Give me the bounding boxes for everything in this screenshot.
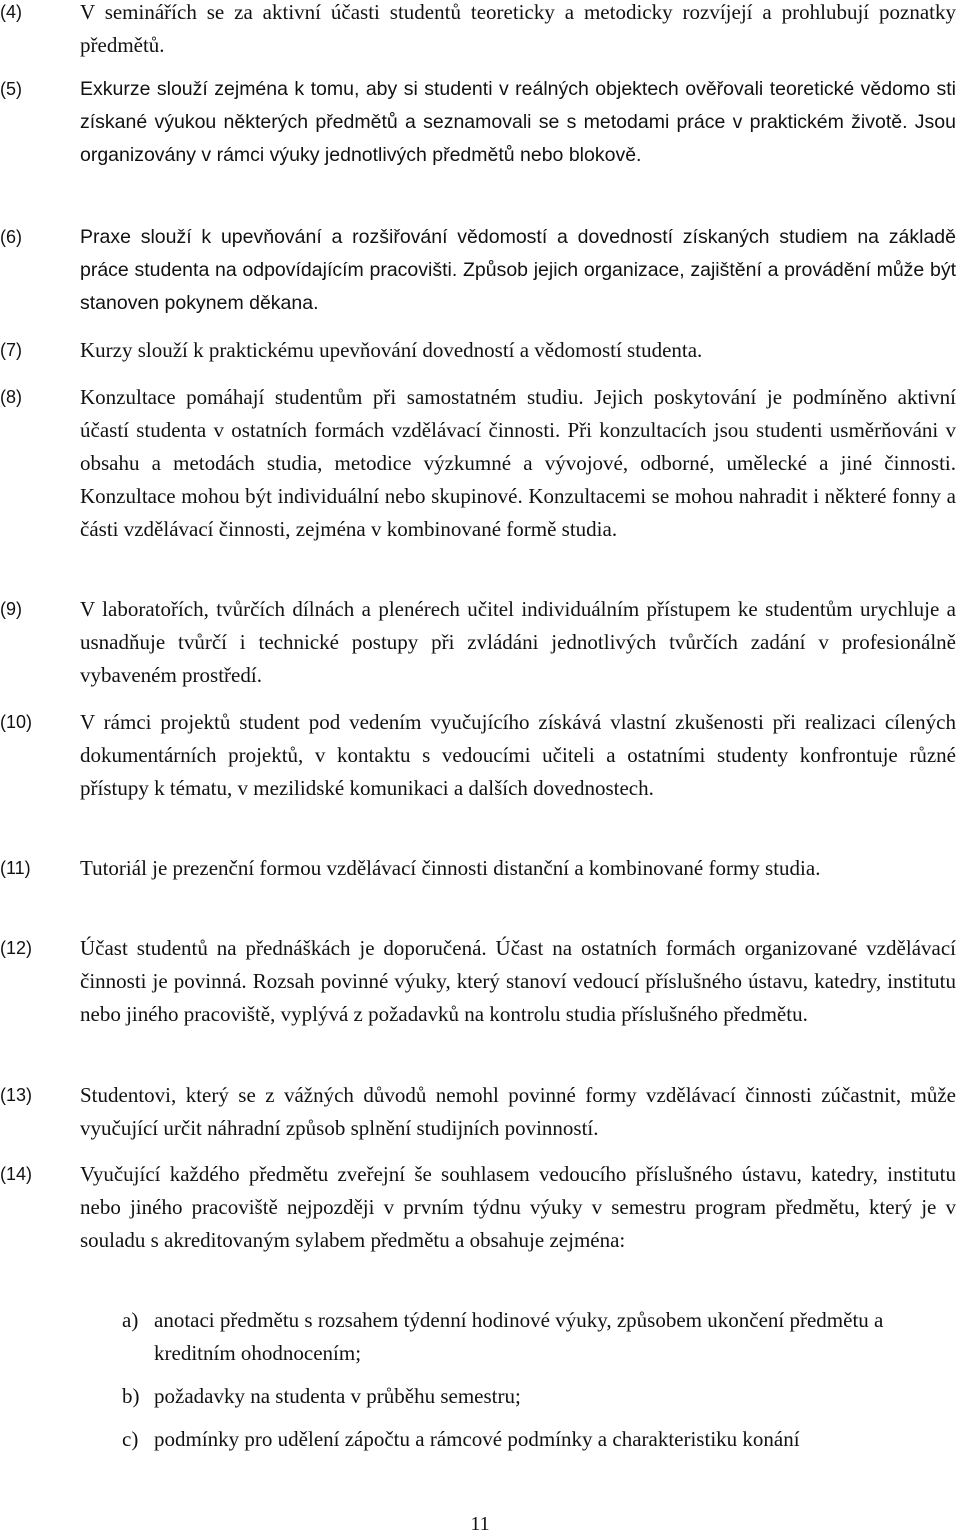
paragraph-text: Praxe slouží k upevňování a rozšiřování vědomostí a dovedností získaných studiem na základě práce studenta na odpovídajícím pracovišti. Způsob jejich organizace, zajištění a provádění může být stanoven pokynem děkana. [80, 226, 956, 314]
list-item-label: c) [122, 1427, 139, 1451]
paragraph-6 [0, 221, 956, 320]
paragraph-text: Vyučující každého předmětu zveřejní še souhlasem vedoucího příslušného ústavu, katedry, institutu nebo jiného pracoviště nejpozději v prvním týdnu výuky v semestru program předmětu, který je v souladu s akreditovaným sylabem předmětu a obsahuje zejména: [80, 1162, 956, 1252]
list-item-b [0, 1380, 956, 1413]
list-item-a [0, 1304, 956, 1370]
paragraph-number: (13) [0, 1085, 33, 1105]
paragraph-text: Účast studentů na přednáškách je doporučená. Účast na ostatních formách organizované vzdělávací činnosti je povinná. Rozsah povinné výuky, který stanoví vedoucí příslušného ústavu, katedry, institutu nebo jiného pracoviště, vyplývá z požadavků na kontrolu studia příslušného předmětu. [80, 936, 956, 1026]
paragraph-text: Kurzy slouží k praktickému upevňování dovedností a vědomostí studenta. [80, 338, 703, 362]
paragraph-number: (11) [0, 858, 31, 878]
paragraph-12 [0, 932, 956, 1031]
paragraph-10 [0, 706, 956, 805]
paragraph-5 [0, 73, 956, 172]
paragraph-text: V laboratořích, tvůrčích dílnách a plenérech učitel individuálním přístupem ke studentům urychluje a usnadňuje tvůrčí i technické postupy při zvládáni jednotlivých tvůrčích zadání v profesionálně vybaveném prostředí. [80, 597, 956, 687]
paragraph-text: Exkurze slouží zejména k tomu, aby si studenti v reálných objektech ověřovali teoretické vědomo sti získané výukou některých předmětů a seznamovali se s metodami práce v praktickém životě. Jsou organizovány v rámci výuky jednotlivých předmětů nebo blokově. [80, 78, 956, 166]
list-item-text: anotaci předmětu s rozsahem týdenní hodinové výuky, způsobem ukončení předmětu a kreditním ohodnocením; [154, 1308, 884, 1365]
paragraph-14 [0, 1158, 956, 1257]
paragraph-text: Studentovi, který se z vážných důvodů nemohl povinné formy vzdělávací činnosti zúčastnit, může vyučující určit náhradní způsob splnění studijních povinností. [80, 1083, 956, 1140]
paragraph-number: (12) [0, 938, 33, 958]
paragraph-8 [0, 381, 956, 546]
paragraph-number: (8) [0, 387, 22, 407]
paragraph-text: V seminářích se za aktivní účasti studentů teoreticky a metodicky rozvíjejí a prohlubují poznatky předmětů. [80, 0, 956, 57]
paragraph-text: V rámci projektů student pod vedením vyučujícího získává vlastní zkušenosti při realizaci cílených dokumentárních projektů, v kontaktu s vedoucími učiteli a ostatními studenty konfrontuje různé přístupy k tématu, v mezilidské komunikaci a dalších dovednostech. [80, 710, 956, 800]
paragraph-4 [0, 0, 956, 62]
list-item-text: podmínky pro udělení zápočtu a rámcové podmínky a charakteristiku konání [154, 1427, 800, 1451]
paragraph-text: Konzultace pomáhají studentům při samostatném studiu. Jejich poskytování je podmíněno aktivní účastí studenta v ostatních formách vzdělávací činnosti. Při konzultacích jsou studenti usměrňováni v obsahu a metodách studia, metodice výzkumné a vývojové, odborné, umělecké a jiné činnosti. Konzultace mohou být individuální nebo skupinové. Konzultacemi se mohou nahradit i některé fonny a části vzdělávací činnosti, zejména v kombinované formě studia. [80, 385, 956, 541]
paragraph-7 [0, 334, 956, 367]
list-item-text: požadavky na studenta v průběhu semestru; [154, 1384, 521, 1408]
paragraph-13 [0, 1079, 956, 1145]
paragraph-11 [0, 852, 956, 885]
paragraph-9 [0, 593, 956, 692]
paragraph-number: (9) [0, 599, 22, 619]
list-item-label: a) [122, 1308, 139, 1332]
paragraph-number: (7) [0, 340, 22, 360]
paragraph-text: Tutoriál je prezenční formou vzdělávací činnosti distanční a kombinované formy studia. [80, 856, 821, 880]
list-item-label: b) [122, 1384, 140, 1408]
paragraph-number: (4) [0, 2, 22, 22]
list-item-c [0, 1423, 956, 1456]
paragraph-number: (14) [0, 1164, 33, 1184]
paragraph-number: (10) [0, 712, 33, 732]
paragraph-number: (5) [0, 79, 22, 99]
paragraph-number: (6) [0, 227, 22, 247]
page-number: 11 [470, 1513, 490, 1535]
